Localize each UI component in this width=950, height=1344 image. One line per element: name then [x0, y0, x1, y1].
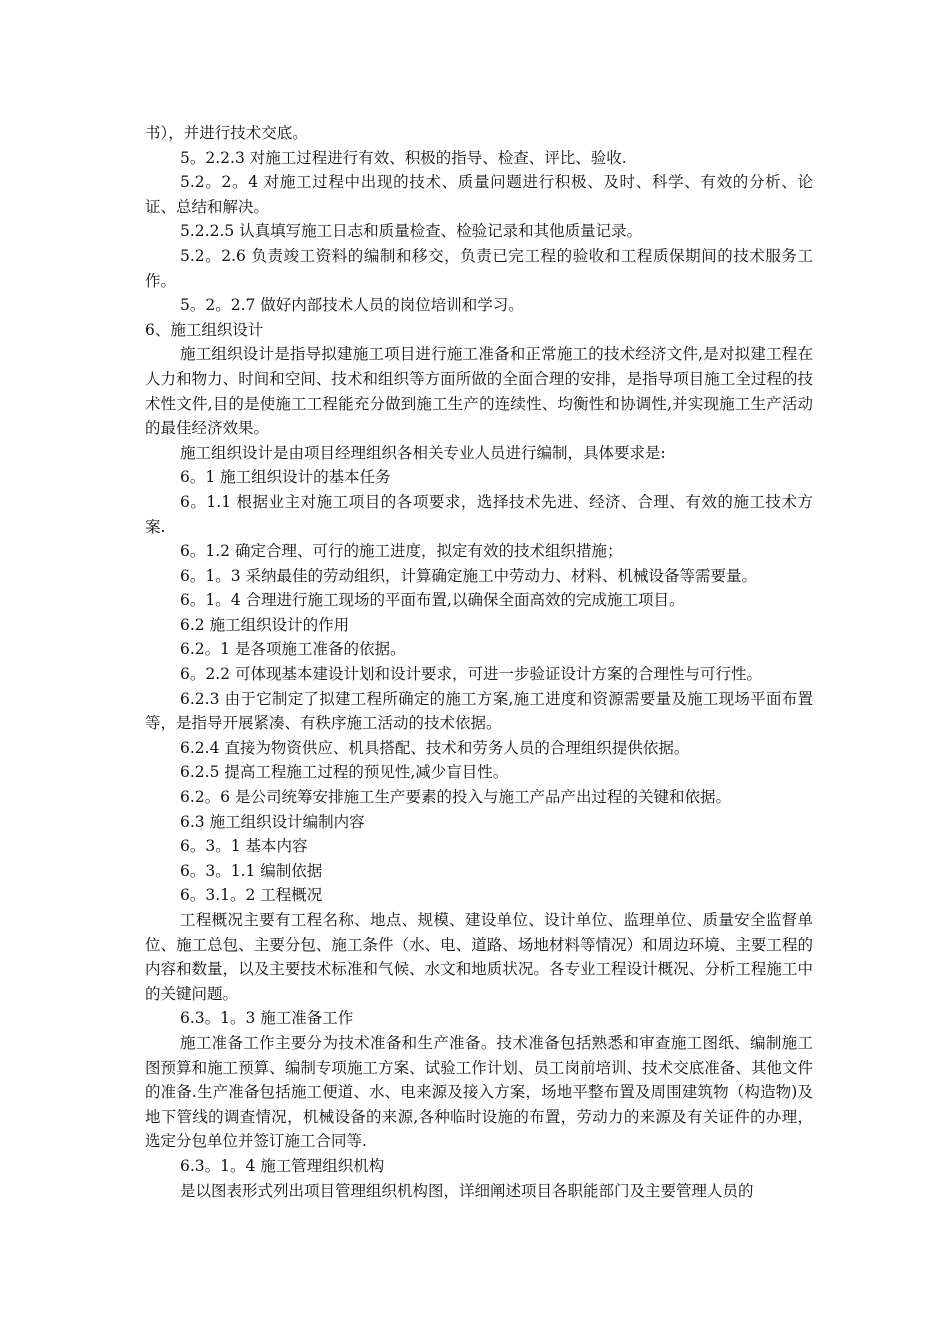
- paragraph: 6。1。4 合理进行施工现场的平面布置,以确保全面高效的完成施工项目。: [180, 591, 685, 610]
- paragraph: 工程概况主要有工程名称、地点、规模、建设单位、设计单位、监理单位、质量安全监督单位、施工总包、主要分包、施工条件（水、电、道路、场地材料等情况）和周边环境、主要工程的内容和数量，以及主要技术标准和气候、水文和地质状况。各专业工程设计概况、分析工程施工中的关键问题。: [145, 911, 813, 1003]
- paragraph: 6。1.1 根据业主对施工项目的各项要求，选择技术先进、经济、合理、有效的施工技术方案.: [145, 492, 813, 536]
- paragraph: 6。1.2 确定合理、可行的施工进度，拟定有效的技术组织措施；: [180, 542, 623, 561]
- paragraph: 6.2。6 是公司统筹安排施工生产要素的投入与施工产品产出过程的关键和依据。: [180, 788, 731, 807]
- subsection-heading: 6.3。1。4 施工管理组织机构: [180, 1156, 385, 1175]
- paragraph: 6。2.2 可体现基本建设计划和设计要求，可进一步验证设计方案的合理性与可行性。: [180, 665, 762, 684]
- paragraph: 施工组织设计是指导拟建施工项目进行施工准备和正常施工的技术经济文件,是对拟建工程在人力和物力、时间和空间、技术和组织等方面所做的全面合理的安排，是指导项目施工全过程的技术性文件,目的是使施工工程能充分做到施工生产的连续性、均衡性和协调性,并实现施工生产活动的最佳经济效果。: [145, 345, 813, 438]
- paragraph: 书），并进行技术交底。: [145, 124, 308, 142]
- subsection-heading: 6。3。1 基本内容: [180, 837, 308, 856]
- paragraph: 5.2.2.5 认真填写施工日志和质量检查、检验记录和其他质量记录。: [180, 222, 643, 241]
- paragraph: 6.2。1 是各项施工准备的依据。: [180, 640, 406, 659]
- subsection-heading: 6。3.1。2 工程概况: [180, 886, 323, 905]
- paragraph: 是以图表形式列出项目管理组织机构图，详细阐述项目各职能部门及主要管理人员的: [180, 1181, 754, 1200]
- paragraph: 6。1。3 采纳最佳的劳动组织，计算确定施工中劳动力、材料、机械设备等需要量。: [180, 566, 758, 585]
- paragraph: 施工准备工作主要分为技术准备和生产准备。技术准备包括熟悉和审查施工图纸、编制施工图预算和施工预算、编制专项施工方案、试验工作计划、员工岗前培训、技术交底准备、其他文件的准备.生产准备包括施工便道、水、电来源及接入方案，场地平整布置及周围建筑物（构造物)及地下管线的调查情况，机械设备的来源,各种临时设施的布置，劳动力的来源及有关证件的办理，选定分包单位并签订施工合同等.: [145, 1033, 813, 1151]
- section-heading: 6、施工组织设计: [145, 320, 264, 339]
- subsection-heading: 6.3。1。3 施工准备工作: [180, 1009, 354, 1028]
- paragraph: 5。2。2.7 做好内部技术人员的岗位培训和学习。: [180, 296, 524, 315]
- subsection-heading: 6.2 施工组织设计的作用: [180, 615, 350, 634]
- paragraph: 5。2.2.3 对施工过程进行有效、积极的指导、检查、评比、验收.: [180, 148, 627, 167]
- document-body: [145, 121, 813, 1203]
- paragraph: 5.2。2。4 对施工过程中出现的技术、质量问题进行积极、及时、科学、有效的分析、论证、总结和解决。: [145, 173, 813, 216]
- paragraph: 6.2.4 直接为物资供应、机具搭配、技术和劳务人员的合理组织提供依据。: [180, 738, 690, 757]
- paragraph: 5.2。2.6 负责竣工资料的编制和移交，负责已完工程的验收和工程质保期间的技术服务工作。: [145, 246, 813, 290]
- subsection-heading: 6。1 施工组织设计的基本任务: [180, 468, 391, 487]
- paragraph: 6.2.3 由于它制定了拟建工程所确定的施工方案,施工进度和资源需要量及施工现场平面布置等，是指导开展紧凑、有秩序施工活动的技术依据。: [145, 689, 813, 733]
- paragraph: 施工组织设计是由项目经理组织各相关专业人员进行编制，具体要求是:: [180, 443, 666, 462]
- paragraph: 6.2.5 提高工程施工过程的预见性,减少盲目性。: [180, 763, 509, 782]
- subsection-heading: 6.3 施工组织设计编制内容: [180, 812, 365, 831]
- subsection-heading: 6。3。1.1 编制依据: [180, 861, 323, 880]
